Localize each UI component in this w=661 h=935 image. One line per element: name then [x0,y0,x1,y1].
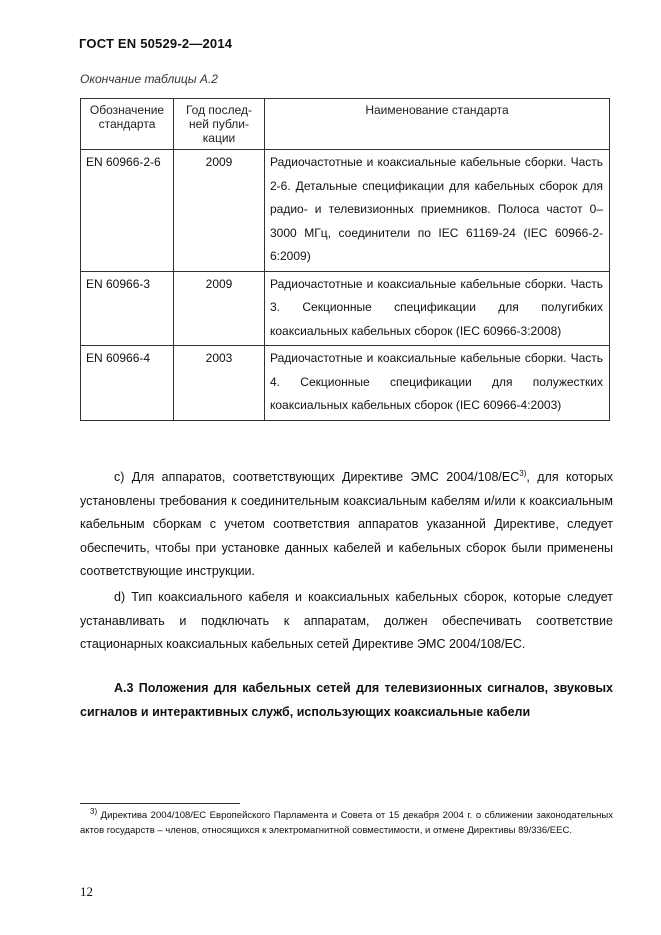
table-row [81,150,610,272]
cell-year: 2003 [174,346,265,421]
column-header-year: Год послед-ней публи-кации [174,99,265,150]
document-header: ГОСТ EN 50529-2—2014 [79,36,233,51]
cell-standard-name: Радиочастотные и коаксиальные кабельные сборки. Часть 4. Секционные спецификации для полужестких коаксиальных кабельных сборок (IEC 60966-4:2003) [265,346,610,421]
column-header-name: Наименование стандарта [265,99,610,150]
column-header-designation: Обозначение стандарта [81,99,174,150]
cell-designation: EN 60966-4 [81,346,174,421]
footnote-divider [80,803,240,804]
footnote-text: Директива 2004/108/ЕС Европейского Парламента и Совета от 15 декабря 2004 г. о сближении законодательных актов государств – членов, относящихся к электромагнитной совместимости, и отмене Директивы 89/336/ЕЕС. [80,810,613,836]
footnote-ref: 3) [519,468,527,478]
footnote-marker: 3) [90,806,98,816]
cell-designation: EN 60966-2-6 [81,150,174,272]
page-number: 12 [80,884,93,899]
paragraph-c-text: c) Для аппаратов, соответствующих Директиве ЭМС 2004/108/ЕС [114,470,520,484]
cell-year: 2009 [174,150,265,272]
paragraph-c-rest: , для которых установлены требования к соединительным коаксиальным кабелям и/или к коаксиальным кабельным сборкам с учетом соответствия аппаратов указанной Директиве, следует обеспечить, чтобы при установке данных кабелей и кабельных сборок были применены соответствующие инструкции. [80,470,613,578]
table-caption: Окончание таблицы А.2 [80,72,218,86]
table-row [81,346,610,421]
paragraph-c [80,466,613,584]
cell-standard-name: Радиочастотные и коаксиальные кабельные сборки. Часть 3. Секционные спецификации для полугибких коаксиальных кабельных сборок (IEC 60966-3:2008) [265,271,610,346]
cell-standard-name: Радиочастотные и коаксиальные кабельные сборки. Часть 2-6. Детальные спецификации для кабельных сборок для радио- и телевизионных приемников. Полоса частот 0–3000 МГц, соединители по IEC 61169-24 (IEC 60966-2-6:2009) [265,150,610,272]
footnote [80,808,613,838]
cell-year: 2009 [174,271,265,346]
section-heading-a3: А.3 Положения для кабельных сетей для телевизионных сигналов, звуковых сигналов и интерактивных служб, использующих коаксиальные кабели [80,681,613,719]
table-header-row [81,99,610,150]
standards-table [80,98,610,421]
table-row [81,271,610,346]
paragraph-d: d) Тип коаксиального кабеля и коаксиальных кабельных сборок, которые следует устанавливать и подключать к аппаратам, должен обеспечивать соответствие стационарных коаксиальных кабельных сетей Директиве ЭМС 2004/108/ЕС. [80,590,613,651]
cell-designation: EN 60966-3 [81,271,174,346]
